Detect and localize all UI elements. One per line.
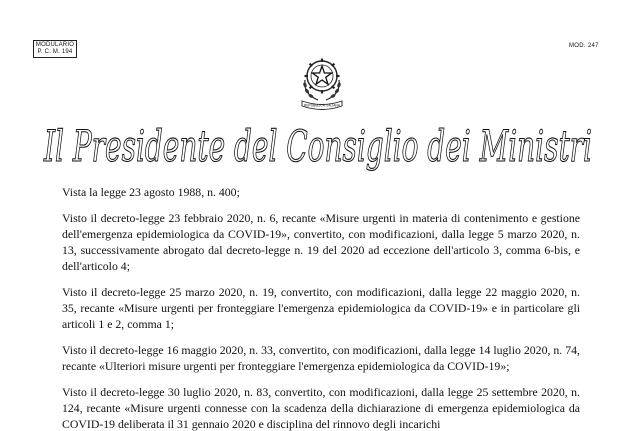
mod-label: MOD. 247 xyxy=(569,43,599,49)
stamp-line-2: P. C. M. 194 xyxy=(37,49,73,55)
emblem-inscription: REPUBBLICA ITALIANA xyxy=(303,103,341,108)
paragraph-dl-19-2020: Visto il decreto-legge 25 marzo 2020, n. 19, convertito, con modificazioni, dalla legge 22 maggio 2020, n. 35, recante «Misure urgenti per fronteggiare l'emergenza epidemiologica da COVID-19» e in particolare gli articoli 1 e 2, comma 1; xyxy=(62,285,580,331)
paragraph-dl-6-2020: Visto il decreto-legge 23 febbraio 2020, n. 6, recante «Misure urgenti in materia di contenimento e gestione dell'emergenza epidemiologica da COVID-19», convertito, con modificazioni, dalla legge 5 marzo 2020, n. 13, successivamente abrogato dal decreto-legge n. 19 del 2020 ad eccezione dell'articolo 3, comma 6-bis, e dell'articolo 4; xyxy=(62,211,580,273)
title-text: Il Presidente del Consiglio dei Ministri xyxy=(43,122,592,172)
italian-republic-emblem-icon xyxy=(296,50,348,112)
paragraph-legge-400: Vista la legge 23 agosto 1988, n. 400; xyxy=(62,185,240,199)
president-council-title xyxy=(38,117,598,177)
paragraph-dl-83-2020: Visto il decreto-legge 30 luglio 2020, n. 83, convertito, con modificazioni, dalla legge 25 settembre 2020, n. 124, recante «Misure urgenti connesse con la scadenza della dichiarazione di emergenza epidemiologica da COVID-19 deliberata il 31 gennaio 2020 e disciplina del rinnovo degli incarichi xyxy=(62,385,580,431)
paragraph-dl-33-2020: Visto il decreto-legge 16 maggio 2020, n. 33, convertito, con modificazioni, dalla legge 14 luglio 2020, n. 74, recante «Ulteriori misure urgenti per fronteggiare l'emergenza epidemiologica da COVID-19»; xyxy=(62,343,580,373)
decree-body xyxy=(62,184,580,431)
stamp-line-1: MODULARIO xyxy=(35,42,75,48)
modulario-stamp xyxy=(33,40,77,58)
